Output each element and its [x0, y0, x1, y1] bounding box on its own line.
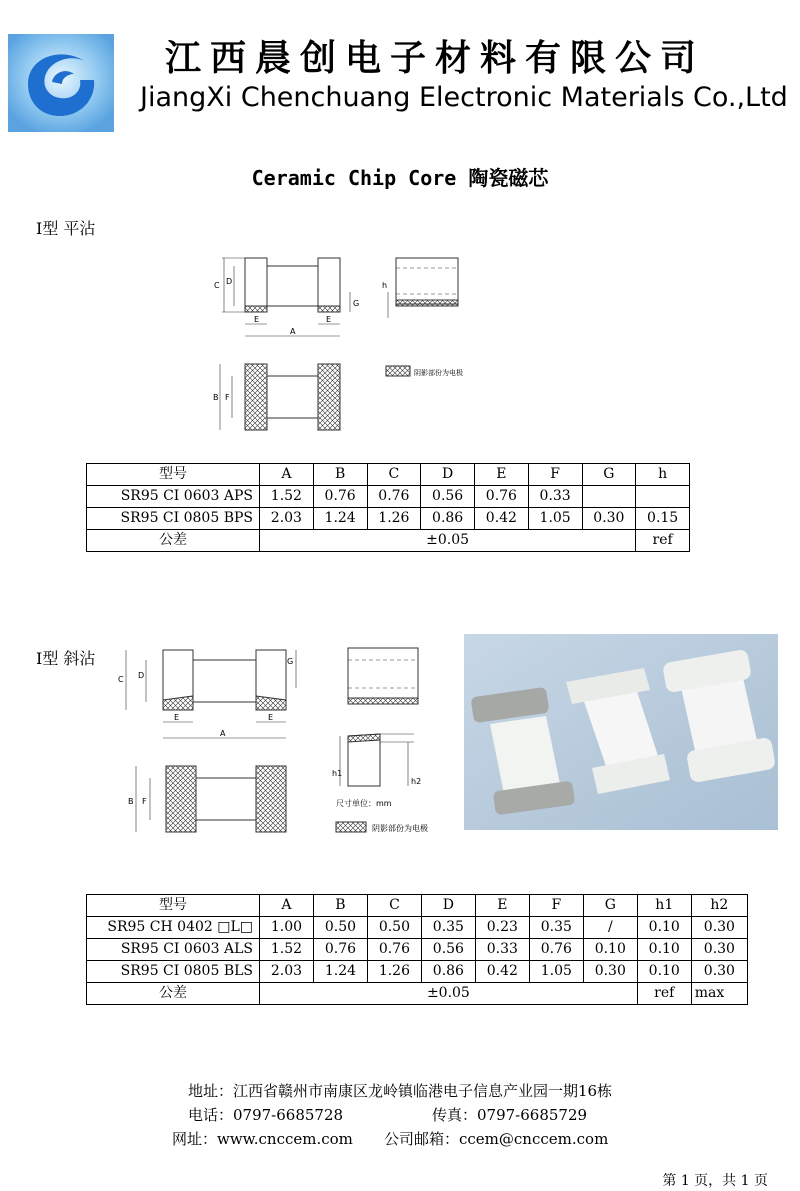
- top-electrode-right: [256, 766, 286, 832]
- value-cell: 1.05: [529, 961, 583, 983]
- dim-label-e-left: E: [174, 713, 180, 722]
- footer-phone: 电话：0797-6685728: [188, 1106, 344, 1124]
- value-cell: 1.00: [260, 917, 314, 939]
- value-cell: 0.86: [421, 961, 475, 983]
- dim-label-h2: h2: [411, 777, 422, 786]
- header-cell: D: [421, 895, 475, 917]
- value-cell: 1.24: [313, 508, 367, 530]
- value-cell: 0.30: [582, 508, 636, 530]
- tolerance-max: max: [691, 983, 747, 1005]
- dim-label-e-right: E: [268, 713, 274, 722]
- header-cell: G: [583, 895, 637, 917]
- tolerance-ref: ref: [637, 983, 691, 1005]
- value-cell: 0.10: [637, 917, 691, 939]
- value-cell: 1.26: [367, 961, 421, 983]
- header-cell: h1: [637, 895, 691, 917]
- spec-table-2: [86, 894, 748, 1005]
- dim-label-h1: h1: [332, 769, 343, 778]
- dim-label-f: F: [142, 797, 147, 806]
- dim-label-b: B: [128, 797, 134, 806]
- value-cell: 0.30: [691, 961, 747, 983]
- company-name-en: JiangXi Chenchuang Electronic Materials Co.,Ltd: [140, 82, 788, 113]
- value-cell: 0.42: [475, 508, 529, 530]
- header-cell: A: [260, 464, 314, 486]
- end-view: [396, 258, 458, 304]
- electrode-left: [245, 306, 267, 312]
- tolerance-row: [87, 530, 690, 552]
- dim-label-b: B: [213, 393, 219, 402]
- tolerance-label: 公差: [87, 530, 260, 552]
- value-cell: 1.05: [528, 508, 582, 530]
- dim-label-a: A: [220, 729, 226, 738]
- value-cell: /: [583, 917, 637, 939]
- table-row: [87, 508, 690, 530]
- value-cell: 0.35: [529, 917, 583, 939]
- electrode-right: [318, 306, 340, 312]
- tolerance-value: ±0.05: [260, 530, 636, 552]
- value-cell: [582, 486, 636, 508]
- header-cell: F: [528, 464, 582, 486]
- value-cell: 0.10: [637, 961, 691, 983]
- model-cell: SR95 CI 0603 APS: [87, 486, 260, 508]
- dim-label-d: D: [138, 671, 145, 680]
- legend-swatch: [336, 822, 366, 832]
- header-cell: 型号: [87, 464, 260, 486]
- footer-fax: 传真：0797-6685729: [432, 1106, 588, 1124]
- value-cell: 0.76: [367, 939, 421, 961]
- footer-email[interactable]: 公司邮箱：ccem@cnccem.com: [384, 1130, 609, 1148]
- value-cell: 0.30: [691, 917, 747, 939]
- value-cell: 0.23: [475, 917, 529, 939]
- model-cell: SR95 CH 0402 □L□: [87, 917, 260, 939]
- slant-electrode-right: [256, 696, 286, 710]
- value-cell: 0.50: [367, 917, 421, 939]
- dim-label-c: C: [118, 675, 124, 684]
- core-body: [267, 266, 318, 306]
- value-cell: 1.52: [260, 939, 314, 961]
- value-cell: 0.76: [313, 486, 367, 508]
- model-cell: SR95 CI 0805 BLS: [87, 961, 260, 983]
- end-view: [348, 648, 418, 704]
- unit-note: 尺寸单位：mm: [336, 799, 392, 808]
- header-cell: B: [313, 895, 367, 917]
- model-cell: SR95 CI 0805 BPS: [87, 508, 260, 530]
- table-row: [87, 961, 748, 983]
- table-row: [87, 917, 748, 939]
- core-flange-right: [318, 258, 340, 312]
- tolerance-value: ±0.05: [260, 983, 638, 1005]
- header-cell: E: [475, 895, 529, 917]
- header-cell: A: [260, 895, 314, 917]
- header-cell: B: [313, 464, 367, 486]
- tolerance-label: 公差: [87, 983, 260, 1005]
- header-cell: h2: [691, 895, 747, 917]
- value-cell: 1.24: [313, 961, 367, 983]
- value-cell: [636, 486, 690, 508]
- dim-label-e-left: E: [254, 315, 260, 324]
- table-row: [87, 939, 748, 961]
- document-title: Ceramic Chip Core 陶瓷磁芯: [251, 166, 549, 190]
- company-logo: [8, 34, 114, 132]
- tolerance-row: [87, 983, 748, 1005]
- footer-address: 地址：江西省赣州市南康区龙岭镇临港电子信息产业园一期16栋: [187, 1082, 613, 1100]
- page-number: 第 1 页，共 1 页: [662, 1173, 768, 1189]
- table-row: [87, 486, 690, 508]
- dim-label-h: h: [382, 281, 388, 290]
- value-cell: 0.33: [528, 486, 582, 508]
- header-cell: D: [421, 464, 475, 486]
- tolerance-note: ref: [636, 530, 690, 552]
- value-cell: 0.76: [367, 486, 421, 508]
- company-name-cn: 江西晨创电子材料有限公司: [165, 37, 706, 79]
- value-cell: 0.10: [637, 939, 691, 961]
- value-cell: 0.56: [421, 939, 475, 961]
- header-cell: E: [475, 464, 529, 486]
- dim-label-c: C: [214, 281, 220, 290]
- section2-label: I型 斜沾: [36, 649, 96, 668]
- header-cell: h: [636, 464, 690, 486]
- value-cell: 2.03: [260, 961, 314, 983]
- value-cell: 0.86: [421, 508, 475, 530]
- legend-swatch: [386, 366, 410, 376]
- top-electrode-left: [245, 364, 267, 430]
- dim-label-a: A: [290, 327, 296, 336]
- value-cell: 0.30: [583, 961, 637, 983]
- core-body: [193, 660, 256, 702]
- end-view-electrode: [396, 300, 458, 306]
- core-flange-left: [245, 258, 267, 312]
- header-cell: G: [582, 464, 636, 486]
- dim-label-f: F: [225, 393, 230, 402]
- product-photo: [464, 634, 778, 830]
- value-cell: 0.15: [636, 508, 690, 530]
- value-cell: 1.52: [260, 486, 314, 508]
- section2-drawing: [118, 638, 458, 843]
- top-core-body: [196, 778, 256, 820]
- table-header-row: [87, 464, 690, 486]
- value-cell: 0.50: [313, 917, 367, 939]
- section1-label: I型 平沾: [36, 219, 96, 238]
- table-header-row: [87, 895, 748, 917]
- spec-table-1: [86, 463, 690, 552]
- value-cell: 0.33: [475, 939, 529, 961]
- header-cell: 型号: [87, 895, 260, 917]
- header-cell: C: [367, 895, 421, 917]
- value-cell: 0.76: [529, 939, 583, 961]
- model-cell: SR95 CI 0603 ALS: [87, 939, 260, 961]
- value-cell: 0.10: [583, 939, 637, 961]
- value-cell: 1.26: [367, 508, 421, 530]
- value-cell: 0.30: [691, 939, 747, 961]
- dim-label-d: D: [226, 277, 233, 286]
- value-cell: 0.56: [421, 486, 475, 508]
- dim-label-e-right: E: [326, 315, 332, 324]
- footer-website[interactable]: 网址：www.cnccem.com: [172, 1130, 353, 1148]
- value-cell: 0.35: [421, 917, 475, 939]
- value-cell: 2.03: [260, 508, 314, 530]
- top-electrode-right: [318, 364, 340, 430]
- legend-text: 阴影部份为电极: [372, 824, 428, 833]
- section1-drawing: [200, 248, 500, 438]
- value-cell: 0.42: [475, 961, 529, 983]
- value-cell: 0.76: [313, 939, 367, 961]
- header-cell: F: [529, 895, 583, 917]
- header-cell: C: [367, 464, 421, 486]
- value-cell: 0.76: [475, 486, 529, 508]
- slant-electrode-left: [163, 696, 193, 710]
- top-core-body: [267, 376, 318, 418]
- dim-label-g: G: [353, 299, 360, 308]
- top-electrode-left: [166, 766, 196, 832]
- dim-label-g: G: [287, 657, 294, 666]
- legend-text: 阴影部份为电极: [414, 369, 463, 377]
